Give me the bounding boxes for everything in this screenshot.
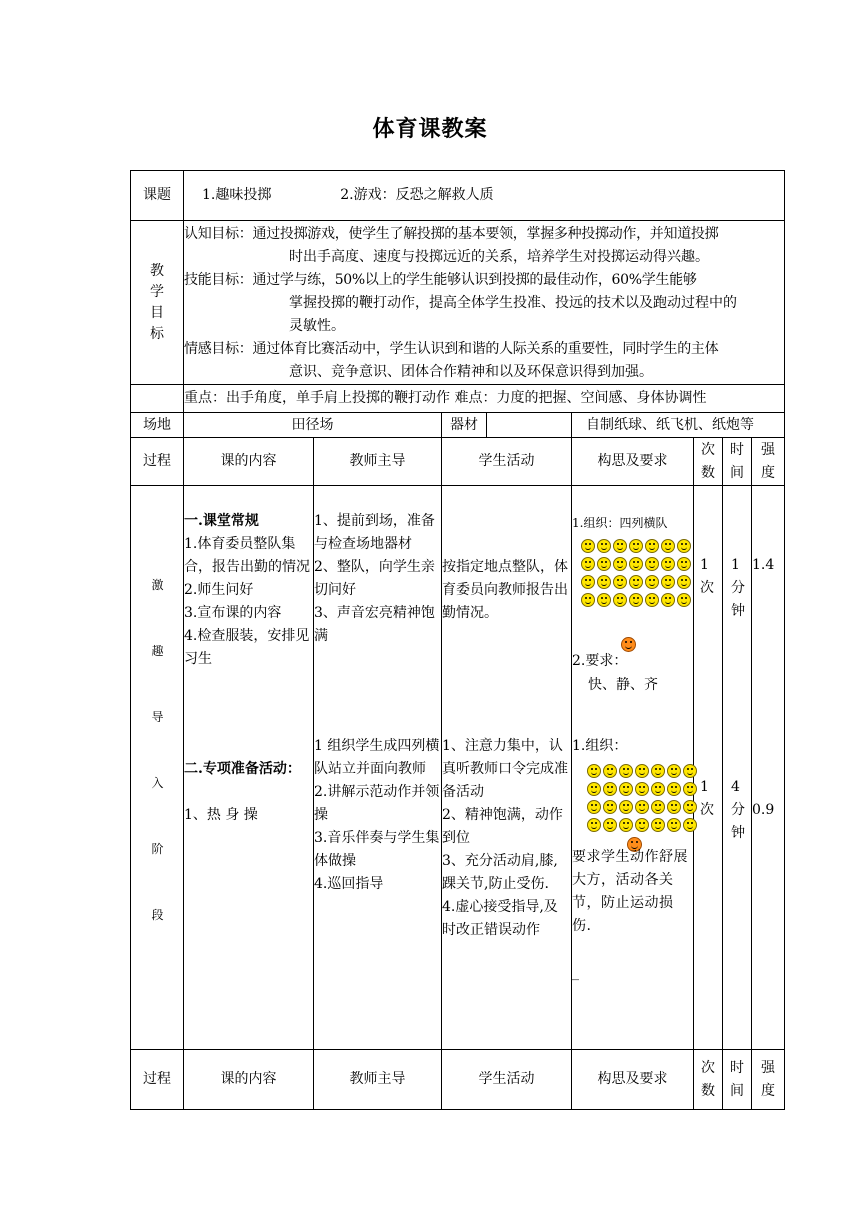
skill-goal: 技能目标：通过学与练，50%以上的学生能够认识到投掷的最佳动作，60%学生能够 xyxy=(184,272,697,288)
goals-label xyxy=(131,221,184,385)
skill-goal-cont2: 灵敏性。 xyxy=(289,318,345,334)
student-smiley-icon xyxy=(667,800,681,814)
student-smiley-icon xyxy=(667,782,681,796)
section1-teacher-line: 2、整队，向学生亲切问好 xyxy=(314,559,435,598)
student-smiley-icon xyxy=(667,764,681,778)
emotion-goal: 情感目标：通过体育比赛活动中，学生认识到和谐的人际关系的重要性，同时学生的主体 xyxy=(184,341,719,357)
section2-student-line: 3、充分活动肩,膝,踝关节,防止受伤. xyxy=(442,853,558,892)
goals-label-char: 标 xyxy=(150,325,164,342)
header-process: 过程 xyxy=(131,1050,184,1110)
goals-label-char: 目 xyxy=(150,304,164,321)
student-smiley-icon xyxy=(677,557,691,571)
section2-times: 1 xyxy=(700,779,709,795)
time-cell: 1 分 钟 4 分 钟 xyxy=(723,486,752,1050)
student-smiley-icon xyxy=(645,557,659,571)
student-smiley-icon xyxy=(629,593,643,607)
student-smiley-icon xyxy=(661,575,675,589)
student-smiley-icon xyxy=(645,539,659,553)
student-smiley-icon xyxy=(619,800,633,814)
section1-content-line: 3.宣布课的内容 xyxy=(184,605,282,621)
venue-label: 场地 xyxy=(131,413,184,438)
section1-teacher-line: 1、提前到场，准备与检查场地器材 xyxy=(314,513,435,552)
student-smiley-icon xyxy=(635,800,649,814)
equip-value: 自制纸球、纸飞机、纸炮等 xyxy=(572,413,785,438)
student-smiley-icon xyxy=(613,575,627,589)
section1-times: 1 xyxy=(700,557,709,573)
header-times: 次 数 xyxy=(694,1050,723,1110)
student-smiley-icon xyxy=(619,818,633,832)
header-times: 次 数 xyxy=(694,438,723,486)
stage-char: 入 xyxy=(151,776,164,790)
section2-intensity: 0.9 xyxy=(752,802,775,818)
section1-student: 按指定地点整队，体育委员向教师报告出勤情况。 xyxy=(442,559,568,621)
student-smiley-icon xyxy=(603,818,617,832)
student-smiley-icon xyxy=(677,539,691,553)
goals-label-char: 学 xyxy=(150,283,164,300)
student-cell xyxy=(442,486,572,1050)
student-smiley-icon xyxy=(619,782,633,796)
student-smiley-icon xyxy=(581,575,595,589)
goals-label-char: 教 xyxy=(150,262,164,279)
emotion-goal-cont: 意识、竞争意识、团体合作精神和以及环保意识得到加强。 xyxy=(289,364,653,380)
student-smiley-icon xyxy=(581,539,595,553)
venue-value: 田径场 xyxy=(184,413,442,438)
topic-label: 课题 xyxy=(131,171,184,221)
header-student: 学生活动 xyxy=(442,1050,572,1110)
stage-char: 阶 xyxy=(151,842,164,856)
times-cell: 1 次 1 次 xyxy=(694,486,723,1050)
student-smiley-icon xyxy=(597,575,611,589)
section1-intensity: 1.4 xyxy=(752,557,775,573)
student-smiley-icon xyxy=(661,557,675,571)
section1-content-line: 2.师生问好 xyxy=(184,582,254,598)
student-smiley-icon xyxy=(645,575,659,589)
section1-org: 1.组织：四列横队 xyxy=(572,516,668,530)
student-smiley-icon xyxy=(581,593,595,607)
student-smiley-icon xyxy=(635,782,649,796)
stage-char: 导 xyxy=(151,710,164,724)
header-teacher: 教师主导 xyxy=(314,438,442,486)
section2-teacher-line: 3.音乐伴奏与学生集体做操 xyxy=(314,830,440,869)
section2-time: 4 xyxy=(731,779,740,795)
section1-content-line: 1.体育委员整队集合，报告出勤的情况 xyxy=(184,536,310,575)
skill-goal-cont: 掌握投掷的鞭打动作，提高全体学生投准、投远的技术以及跑动过程中的 xyxy=(289,295,737,311)
keypoints-blank xyxy=(131,385,184,413)
student-smiley-icon xyxy=(629,575,643,589)
student-smiley-icon xyxy=(619,764,633,778)
content-cell xyxy=(184,486,314,1050)
student-smiley-icon xyxy=(603,782,617,796)
equip-label: 器材 xyxy=(442,413,487,437)
student-smiley-icon xyxy=(603,800,617,814)
section2-student-line: 4.虚心接受指导,及时改正错误动作 xyxy=(442,899,558,938)
design-cell xyxy=(572,486,694,1050)
student-smiley-icon xyxy=(587,800,601,814)
teacher-cell xyxy=(314,486,442,1050)
section2-teacher-line: 2.讲解示范动作并领操 xyxy=(314,784,440,823)
section2-req: 要求学生动作舒展大方，活动各关节，防止运动损伤. xyxy=(572,849,688,934)
formation-1 xyxy=(580,538,692,610)
header-content: 课的内容 xyxy=(184,1050,314,1110)
student-smiley-icon xyxy=(581,557,595,571)
student-smiley-icon xyxy=(677,575,691,589)
student-smiley-icon xyxy=(613,539,627,553)
header-intensity: 强 度 xyxy=(752,1050,785,1110)
student-smiley-icon xyxy=(651,782,665,796)
section1-teacher-line: 3、声音宏亮精神饱满 xyxy=(314,605,435,644)
student-smiley-icon xyxy=(587,764,601,778)
section1-time: 1 xyxy=(731,557,740,573)
section1-req: 2.要求： xyxy=(572,653,628,669)
intensity-cell xyxy=(752,486,785,1050)
student-smiley-icon xyxy=(597,593,611,607)
header-design: 构思及要求 xyxy=(572,438,694,486)
cognitive-goal-cont: 时出手高度、速度与投掷远近的关系，培养学生对投掷运动得兴趣。 xyxy=(289,249,709,265)
section2-student-line: 1、注意力集中，认真听教师口令完成准备活动 xyxy=(442,738,568,800)
student-smiley-icon xyxy=(651,800,665,814)
stage-char: 段 xyxy=(151,908,164,922)
student-smiley-icon xyxy=(603,764,617,778)
equip-cell xyxy=(442,413,572,438)
section2-teacher-line: 4.巡回指导 xyxy=(314,876,384,892)
topic-cell xyxy=(184,171,785,221)
section2-title: 二.专项准备活动： xyxy=(184,761,301,777)
student-smiley-icon xyxy=(597,557,611,571)
header-student: 学生活动 xyxy=(442,438,572,486)
student-smiley-icon xyxy=(597,539,611,553)
header-design: 构思及要求 xyxy=(572,1050,694,1110)
header-content: 课的内容 xyxy=(184,438,314,486)
student-smiley-icon xyxy=(661,593,675,607)
student-smiley-icon xyxy=(629,557,643,571)
header-time: 时 间 xyxy=(723,1050,752,1110)
student-smiley-icon xyxy=(587,818,601,832)
topic-item-2: 2.游戏：反恐之解救人质 xyxy=(340,187,494,203)
keypoints: 重点：出手角度，单手肩上投掷的鞭打动作 难点：力度的把握、空间感、身体协调性 xyxy=(184,385,785,413)
topic-item-1: 1.趣味投掷 xyxy=(202,187,272,203)
header-intensity: 强 度 xyxy=(752,438,785,486)
section2-student-line: 2、精神饱满，动作到位 xyxy=(442,807,563,846)
formation-2 xyxy=(586,763,698,835)
section2-teacher-line: 1 组织学生成四列横队站立并面向教师 xyxy=(314,738,440,777)
student-smiley-icon xyxy=(629,539,643,553)
page-title: 体育课教案 xyxy=(372,117,488,142)
student-smiley-icon xyxy=(635,764,649,778)
header-time: 时 间 xyxy=(723,438,752,486)
stage-cell xyxy=(131,486,184,1050)
student-smiley-icon xyxy=(613,593,627,607)
student-smiley-icon xyxy=(635,818,649,832)
student-smiley-icon xyxy=(587,782,601,796)
student-smiley-icon xyxy=(667,818,681,832)
student-smiley-icon xyxy=(661,539,675,553)
stage-char: 趣 xyxy=(151,644,164,658)
lesson-plan-table xyxy=(130,170,785,1110)
goals-cell xyxy=(184,221,785,385)
section1-req-value: 快、静、齐 xyxy=(588,677,658,693)
section1-title: 一.课堂常规 xyxy=(184,513,259,529)
section2-org: 1.组织： xyxy=(572,738,628,754)
student-smiley-icon xyxy=(677,593,691,607)
header-process: 过程 xyxy=(131,438,184,486)
student-smiley-icon xyxy=(645,593,659,607)
section2-content-item: 1、热 身 操 xyxy=(184,807,258,823)
stage-char: 激 xyxy=(151,578,164,592)
section1-content-line: 4.检查服装，安排见习生 xyxy=(184,628,310,667)
student-smiley-icon xyxy=(613,557,627,571)
header-teacher: 教师主导 xyxy=(314,1050,442,1110)
student-smiley-icon xyxy=(651,764,665,778)
student-smiley-icon xyxy=(651,818,665,832)
cognitive-goal: 认知目标：通过投掷游戏，使学生了解投掷的基本要领，掌握多种投掷动作，并知道投掷 xyxy=(184,226,719,242)
section2-dash: _ xyxy=(572,965,579,981)
